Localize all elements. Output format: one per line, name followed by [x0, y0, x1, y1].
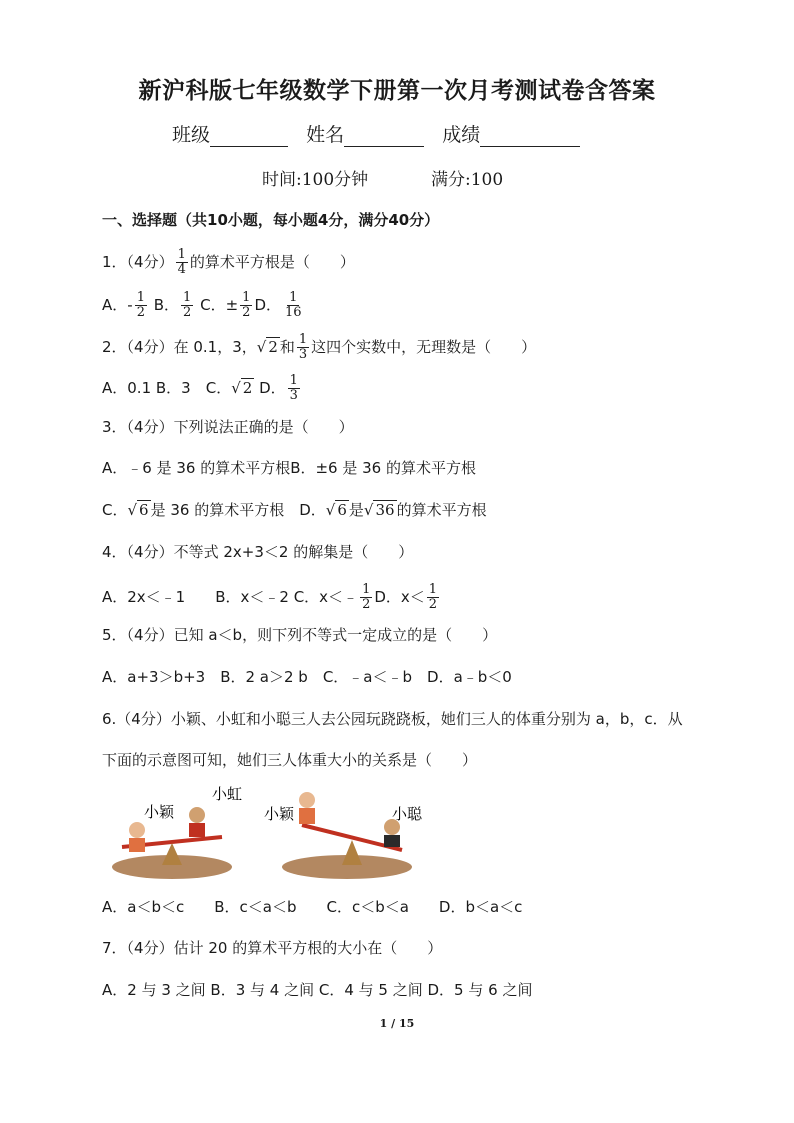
section-heading: 一、选择题（共10小题，每小题4分，满分40分）	[102, 211, 440, 229]
question-3: 3．（4分）下列说法正确的是（ ）	[102, 418, 354, 436]
q1-fraction: $\frac{1}{4}$	[177, 247, 186, 277]
document-title: 新沪科版七年级数学下册第一次月考测试卷含答案	[138, 77, 656, 104]
seesaw-image	[102, 785, 432, 880]
name-label: 姓名	[306, 124, 345, 146]
img2-label-right: 小聪	[392, 805, 423, 823]
question-4: 4．（4分）不等式 2x+3＜2 的解集是（ ）	[102, 543, 414, 561]
q7-options: A．2 与 3 之间 B．3 与 4 之间 C．4 与 5 之间 D．5 与 6 之间	[102, 981, 533, 999]
question-7: 7．（4分）估计 20 的算术平方根的大小在（ ）	[102, 939, 443, 957]
q1-option-c: C．±	[200, 296, 239, 314]
q1-prefix: 1．（4分）	[102, 253, 174, 271]
q1-option-a: A．	[102, 296, 128, 314]
student-info-blanks	[172, 120, 580, 147]
name-blank[interactable]	[344, 124, 424, 147]
q4-options: A．2x＜﹣1 B．x＜﹣2 C．x＜﹣ $\frac{1}{2}$ D．x＜ $\frac{1}{2}$	[102, 582, 438, 612]
img2-label-left: 小颖	[264, 805, 295, 823]
class-blank[interactable]	[210, 124, 288, 147]
q3-options-cd: C．√ 6 是 36 的算术平方根 D．√ 6 是√ 36 的算术平方根	[102, 501, 487, 519]
page-number: 1 / 15	[379, 1017, 415, 1030]
q2-sqrt: √ 2	[256, 338, 278, 356]
q1-option-d: D．	[254, 296, 281, 314]
score-label: 成绩	[442, 124, 481, 146]
question-6-line1: 6.（4分）小颖、小虹和小聪三人去公园玩跷跷板，她们三人的体重分别为 a，b，c．从	[102, 710, 683, 728]
q3-options-ab: A．﹣6 是 36 的算术平方根B．±6 是 36 的算术平方根	[102, 459, 476, 477]
exam-time: 时间:100分钟	[262, 170, 369, 190]
img1-label-left: 小颖	[144, 803, 175, 821]
q2-stem: 这四个实数中，无理数是（ ）	[311, 338, 537, 356]
q1-stem: 的算术平方根是（ ）	[189, 253, 355, 271]
exam-meta	[262, 165, 503, 190]
q6-options: A．a＜b＜c B．c＜a＜b C．c＜b＜a D．b＜a＜c	[102, 898, 523, 916]
img1-label-right: 小虹	[212, 785, 243, 803]
class-label: 班级	[172, 124, 211, 146]
q5-options: A．a+3＞b+3 B．2 a＞2 b C．﹣a＜﹣b D．a﹣b＜0	[102, 668, 512, 686]
question-2: 2．（4分）在 0.1，3，√ 2 和 $\frac{1}{3}$ 这四个实数中，无理数是（ ）	[102, 332, 537, 362]
question-6-line2: 下面的示意图可知，她们三人体重大小的关系是（ ）	[102, 751, 478, 769]
q2-prefix: 2．（4分）在 0.1，3，	[102, 338, 257, 356]
exam-full-score: 满分:100	[431, 170, 504, 190]
question-1	[102, 248, 355, 277]
q1-options: A．- $\frac{1}{2}$ B． $\frac{1}{2}$ C．± $\frac{1}{2}$ D． $\frac{1}{16}$	[102, 290, 302, 320]
q2-options: A．0.1 B．3 C．√ 2 D． $\frac{1}{3}$	[102, 373, 298, 403]
question-5: 5．（4分）已知 a＜b，则下列不等式一定成立的是（ ）	[102, 626, 498, 644]
score-blank[interactable]	[480, 124, 580, 147]
seesaw-illustrations	[102, 785, 432, 880]
q1-option-b: B．	[153, 296, 180, 314]
